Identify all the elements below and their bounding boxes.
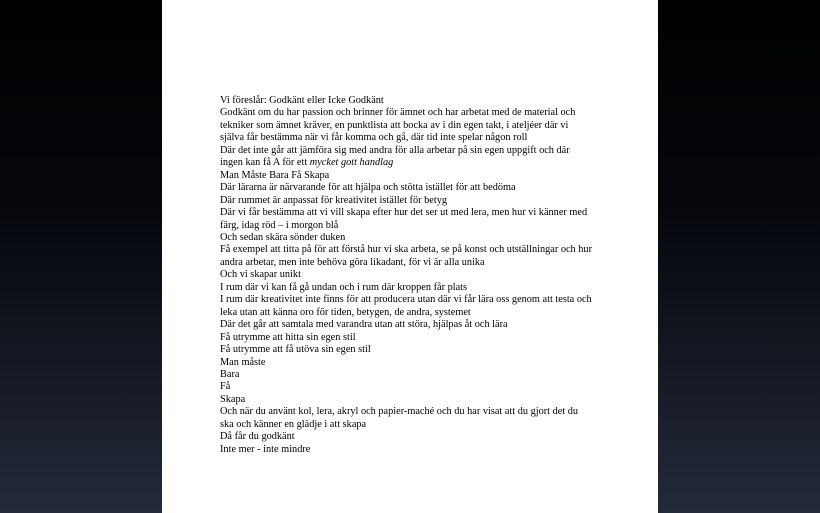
- doc-line: Där vi får bestämma att vi vill skapa efter hur det ser ut med lera, men hur vi känner med färg, idag röd – i morgon blå: [220, 207, 588, 231]
- doc-line: [220, 145, 592, 170]
- doc-line: Då får du godkänt: [220, 431, 295, 443]
- doc-line: I rum där kreativitet inte finns för att producera utan där vi får lära oss genom att testa och leka utan att känna oro för tiden, betygen, de andra, systemet: [220, 294, 592, 318]
- document-page: [162, 0, 658, 513]
- document-body: [220, 95, 592, 456]
- doc-line: Inte mer - inte mindre: [220, 443, 311, 455]
- doc-line: Man måste: [220, 356, 266, 368]
- doc-line: Godkänt om du har passion och brinner för ämnet och har arbetat med de material och tekniker som ämnet kräver, en punktlista att bocka av i din egen takt, i ateljéer där vi själva får bestämma när vi får komma och gå, där tid inte spelar någon roll: [220, 107, 576, 144]
- doc-line: I rum där vi kan få gå undan och i rum där kroppen får plats: [220, 281, 468, 293]
- doc-line: Och när du använt kol, lera, akryl och papier-maché och du har visat att du gjort det du ska och känner en glädje i att skapa: [220, 406, 579, 430]
- doc-heading: Vi föreslår: Godkänt eller Icke Godkänt: [220, 95, 384, 106]
- doc-line-text: Där det inte går att jämföra sig med andra för alla arbetar på sin egen uppgift och där ingen kan få A för ett: [220, 144, 570, 169]
- doc-line: Man Måste Bara Få Skapa: [220, 169, 330, 181]
- doc-line: Bara: [220, 368, 240, 380]
- doc-line: Där lärarna är närvarande för att hjälpa och stötta istället för att bedöma: [220, 182, 516, 194]
- doc-line: Där rummet är anpassat för kreativitet istället för betyg: [220, 194, 448, 206]
- doc-line: Få utrymme att hitta sin egen stil: [220, 331, 356, 343]
- doc-line: Och vi skapar unikt: [220, 269, 301, 281]
- doc-line: Och sedan skära sönder duken: [220, 231, 346, 243]
- doc-italic-phrase: mycket gott handlag: [309, 157, 394, 169]
- doc-line: Få: [220, 381, 231, 393]
- doc-line: Få utrymme att få utöva sin egen stil: [220, 344, 371, 356]
- doc-line: Där det går att samtala med varandra utan att störa, hjälpas åt och lära: [220, 319, 508, 331]
- doc-line: Få exempel att titta på för att förstå hur vi ska arbeta, se på konst och utställningar och hur andra arbetar, men inte behöva göra likadant, för vi är alla unika: [220, 244, 593, 268]
- doc-line: Skapa: [220, 393, 246, 405]
